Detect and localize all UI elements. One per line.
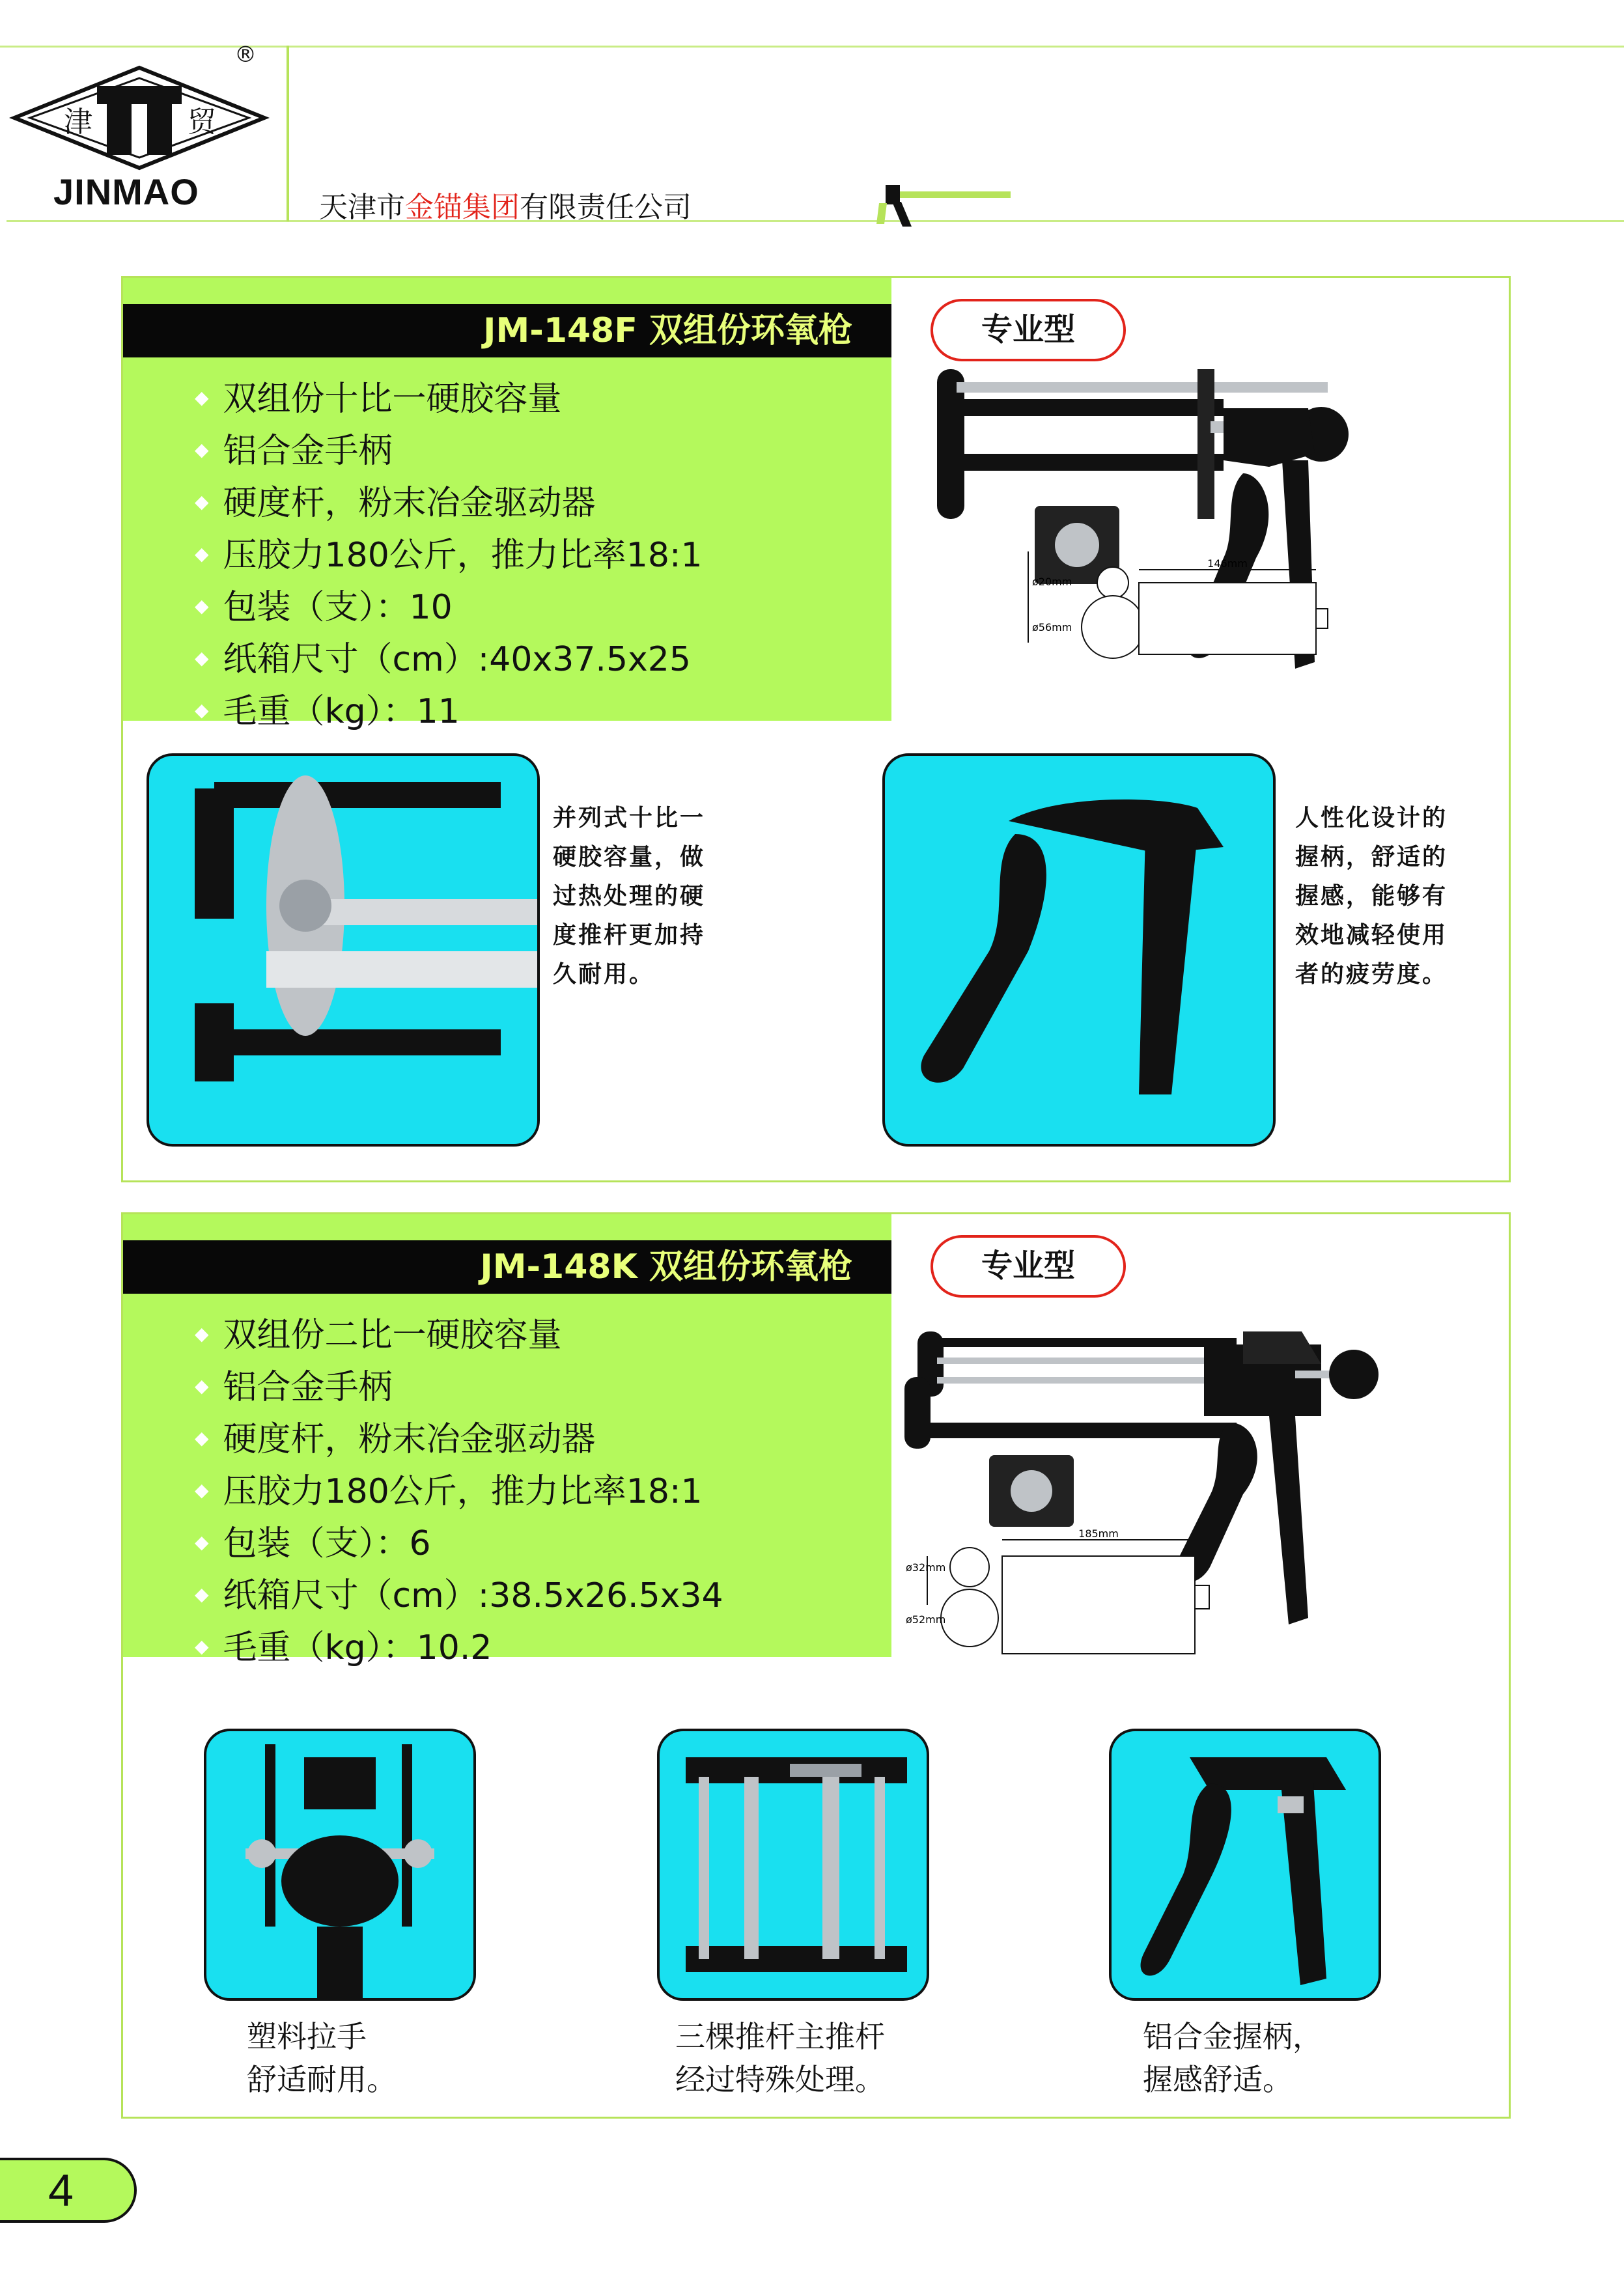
detail-caption-plungers: 并列式十比一 硬胶容量，做 过热处理的硬 度推杆更加持 久耐用。 — [553, 805, 706, 988]
plunger-rods-image — [149, 756, 537, 1144]
jinmao-logo — [9, 63, 270, 173]
page-number: 4 — [0, 2158, 137, 2223]
company-prefix: 天津市 — [319, 191, 405, 224]
feature-item: ◆ 纸箱尺寸（cm）:38.5x26.5x34 — [195, 1572, 723, 1624]
brand-name: JINMAO — [53, 171, 199, 212]
company-suffix: 有限责任公司 — [520, 191, 692, 224]
small-diameter-label: ø32mm — [906, 1561, 946, 1574]
detail-photo-grip — [1109, 1729, 1381, 2001]
glue-gun-jm148k-image — [904, 1325, 1504, 1664]
professional-badge: 专业型 — [931, 1235, 1126, 1298]
header-bottom-rule — [7, 220, 1624, 222]
feature-item: ◆ 毛重（kg）：10.2 — [195, 1624, 723, 1677]
detail-photo-pull-handle — [204, 1729, 476, 2001]
handle-image — [885, 756, 1273, 1144]
detail-photo-plungers — [147, 753, 540, 1147]
company-name — [319, 184, 692, 225]
feature-item: ◆ 包装（支）：6 — [195, 1520, 723, 1572]
feature-item: ◆ 硬度杆，粉末冶金驱动器 — [195, 480, 703, 532]
glue-gun-jm148f-image — [917, 363, 1504, 727]
detail-photo-handle — [882, 753, 1276, 1147]
length-label: 185mm — [1078, 1527, 1119, 1540]
feature-list — [195, 376, 703, 740]
large-diameter-label: ø52mm — [906, 1613, 946, 1626]
length-label: 146mm — [1207, 557, 1248, 570]
feature-item: ◆ 纸箱尺寸（cm）:40x37.5x25 — [195, 636, 703, 688]
detail-photo-push-rods — [657, 1729, 929, 2001]
feature-item: ◆ 铝合金手柄 — [195, 1364, 723, 1416]
feature-item: ◆ 包装（支）：10 — [195, 584, 703, 636]
product-section-jm148f — [121, 276, 1511, 1182]
detail-caption-grip: 铝合金握柄， 握感舒适。 — [1143, 2019, 1323, 2097]
company-highlight: 金锚集团 — [405, 191, 520, 224]
feature-item: ◆ 双组份十比一硬胶容量 — [195, 376, 703, 428]
small-diameter-label: ø20mm — [1032, 576, 1072, 588]
logo-char-left: 津 — [64, 105, 92, 139]
professional-badge: 专业型 — [931, 299, 1126, 361]
product-title: JM-148K 双组份环氧枪 — [123, 1240, 891, 1294]
large-diameter-label: ø56mm — [1032, 621, 1072, 634]
plastic-pull-handle-image — [206, 1731, 473, 1998]
aluminum-grip-image — [1112, 1731, 1379, 1998]
product-section-jm148k — [121, 1212, 1511, 2119]
detail-caption-handle: 人性化设计的 握柄，舒适的 握感，能够有 效地减轻使用 者的疲劳度。 — [1295, 805, 1448, 988]
feature-item: ◆ 铝合金手柄 — [195, 428, 703, 480]
feature-item: ◆ 压胶力180公斤，推力比率18:1 — [195, 532, 703, 584]
header-divider — [287, 46, 289, 221]
feature-list — [195, 1312, 723, 1677]
detail-caption-push-rods: 三棵推杆主推杆 经过特殊处理。 — [675, 2019, 885, 2097]
registered-mark: ® — [234, 42, 257, 68]
push-rods-image — [660, 1731, 927, 1998]
product-title: JM-148F 双组份环氧枪 — [123, 304, 891, 357]
logo-char-right: 贸 — [188, 105, 216, 139]
detail-caption-pull-handle: 塑料拉手 舒适耐用。 — [247, 2019, 397, 2097]
feature-item: ◆ 硬度杆，粉末冶金驱动器 — [195, 1416, 723, 1468]
feature-item: ◆ 压胶力180公斤，推力比率18:1 — [195, 1468, 723, 1520]
feature-item: ◆ 双组份二比一硬胶容量 — [195, 1312, 723, 1364]
feature-item: ◆ 毛重（kg）：11 — [195, 688, 703, 740]
glue-gun-icon — [873, 177, 1016, 229]
